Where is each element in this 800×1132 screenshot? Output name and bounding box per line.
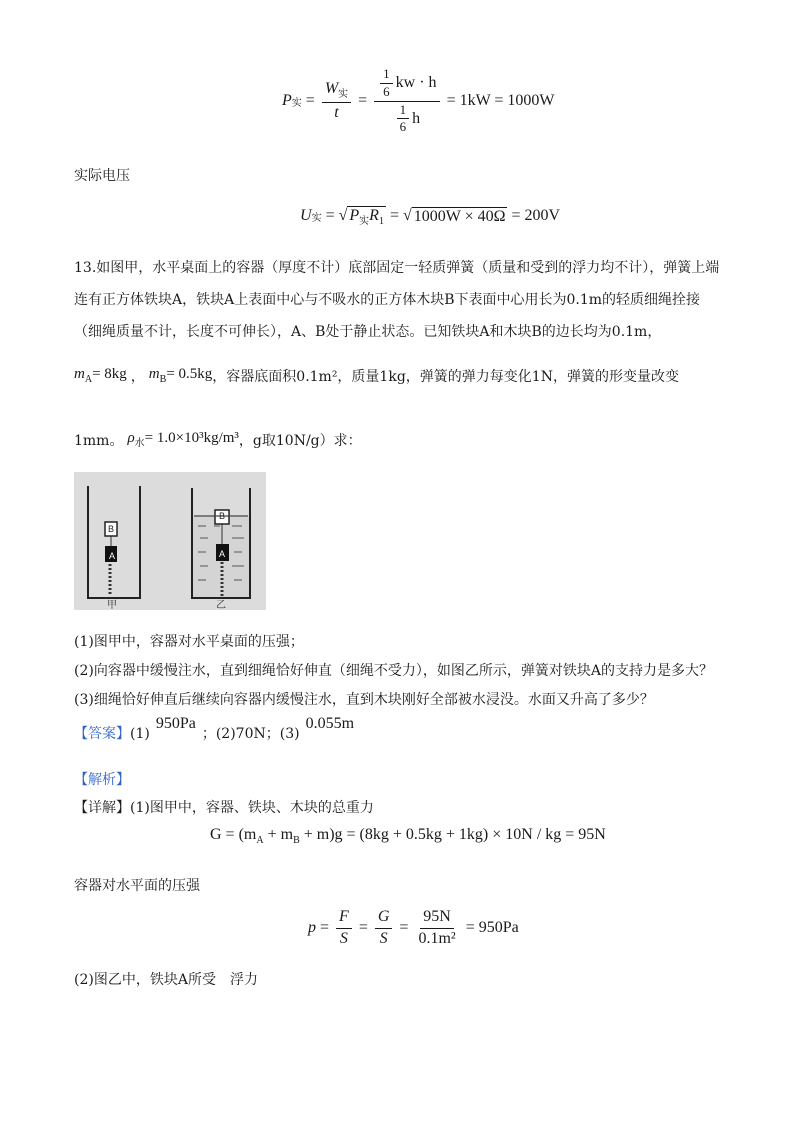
- inner-den-unit: h: [412, 109, 421, 127]
- label-block-a-right: A: [219, 549, 226, 559]
- mass-b-subscript: B: [159, 374, 167, 385]
- label-actual-voltage: 实际电压: [74, 168, 130, 184]
- inner-num-unit: kw · h: [395, 73, 437, 91]
- problem-line-3: （细绳质量不计，长度不可伸长），A、B处于静止状态。已知铁块A和木块B的边长均为0.1m，: [74, 324, 662, 340]
- answer-part-2: ；(2)70N；(3): [201, 726, 300, 742]
- eq-g-plus: + m: [263, 826, 294, 843]
- eq-w-over-t: [322, 80, 351, 122]
- answer-value-1: 950Pa: [155, 715, 196, 732]
- mass-a-value: = 8kg: [92, 366, 127, 382]
- eq-g-a-subscript: A: [256, 835, 264, 846]
- eq-t-symbol: t: [334, 103, 339, 121]
- label-block-a-left: A: [109, 551, 116, 561]
- density-subscript: 水: [134, 438, 145, 449]
- eq-p-result: = 1kW = 1000W: [446, 92, 555, 109]
- problem-line-4: [74, 364, 679, 390]
- eq-u-subscript: 实: [311, 212, 322, 224]
- equation-pressure: p = $\frac{F}{S}$ = $\frac{G}{S}$ = $\frac{95N}{\text{0.1m²}}$ = 950Pa: [308, 908, 519, 947]
- eq-pressure-s2: S: [379, 929, 388, 947]
- eq-g-lhs: G = (m: [210, 826, 257, 843]
- eq-pressure-result: = 950Pa: [465, 919, 519, 936]
- mass-b-symbol: m: [148, 366, 160, 382]
- separator: ，: [130, 369, 145, 385]
- label-pressure: 容器对水平面的压强: [74, 878, 200, 894]
- eq-w-subscript: 实: [338, 89, 349, 101]
- figure-photo: [74, 472, 266, 610]
- mass-a-subscript: A: [84, 374, 93, 385]
- detail-tag: 【详解】: [74, 800, 130, 816]
- last-line: (2)图乙中，铁块A所受 浮力: [74, 972, 258, 988]
- eq-u-r-symbol: R: [369, 206, 379, 224]
- question-1: (1)图甲中，容器对水平桌面的压强；: [74, 634, 304, 650]
- problem-line-5-end: ，g取10N/g）求：: [238, 433, 362, 449]
- detail-line: [74, 798, 374, 818]
- problem-line-5-start: 1mm。: [74, 433, 124, 449]
- answer-part-1: (1): [130, 726, 150, 742]
- inner-den-top: 1: [397, 103, 410, 120]
- inner-den-bottom: 6: [399, 119, 407, 135]
- eq-compound-fraction: [374, 67, 439, 136]
- eq-pressure-g: G: [377, 908, 390, 926]
- eq-p-symbol: P: [282, 92, 292, 109]
- problem-line-4-rest: ，容器底面积0.1m²，质量1kg，弹簧的弹力每变化1N，弹簧的形变量改变: [212, 369, 679, 385]
- eq-u-p-subscript: 实: [359, 215, 370, 227]
- problem-line-2: 连有正方体铁块A，铁块A上表面中心与不吸水的正方体木块B下表面中心用长为0.1m的轻质细绳拴接: [74, 292, 701, 308]
- mass-b-value: = 0.5kg: [166, 366, 213, 382]
- eq-u-symbol: U: [300, 207, 312, 224]
- detail-text: (1)图甲中，容器、铁块、木块的总重力: [130, 800, 374, 816]
- eq-pressure-s1: S: [339, 929, 348, 947]
- density-symbol: ρ: [127, 430, 135, 446]
- inner-num-bottom: 6: [383, 83, 390, 99]
- equation-gravity: [210, 826, 606, 846]
- label-block-b-left: B: [108, 524, 115, 534]
- problem-line-1: 13.如图甲，水平桌面上的容器（厚度不计）底部固定一轻质弹簧（质量和受到的浮力均不计），弹簧上端: [74, 260, 720, 276]
- answer-line: [74, 715, 355, 744]
- analysis-tag: 【解析】: [74, 772, 130, 788]
- mass-a-symbol: m: [74, 366, 85, 382]
- eq-pressure-den: 0.1m²: [418, 929, 456, 947]
- label-figure-left: 甲: [107, 600, 117, 611]
- equation-actual-power: P 实 = $\frac{W_实}{t}$ = $\frac{1}{6}$ kw · h $\frac{1}{6}$ h = 1kW = 1000W: [282, 65, 555, 135]
- density-value: = 1.0×10³kg/m³: [144, 430, 239, 446]
- inner-num-top: 1: [380, 67, 393, 84]
- eq-pressure-p: p: [308, 919, 316, 936]
- figure-drawing: [74, 472, 266, 610]
- eq-g-rest: + m)g = (8kg + 0.5kg + 1kg) × 10N / kg = 95N: [299, 826, 606, 843]
- equation-actual-voltage: U 实 = √ $P_实R_1$ = √ 1000W × 40Ω = 200V: [300, 206, 561, 227]
- eq-u-sqrt-values: 1000W × 40Ω: [413, 207, 506, 225]
- question-2: (2)向容器中缓慢注水，直到细绳恰好伸直（细绳不受力），如图乙所示，弹簧对铁块A的支持力是多大？: [74, 663, 713, 679]
- eq-u-p-symbol: P: [349, 206, 360, 224]
- answer-tag: 【答案】: [74, 726, 130, 742]
- answer-value-3: 0.055m: [305, 715, 355, 732]
- eq-w-symbol: W: [324, 80, 339, 98]
- label-figure-right: 乙: [216, 600, 226, 611]
- eq-pressure-num: 95N: [420, 908, 454, 928]
- question-3: (3)细绳恰好伸直后继续向容器内缓慢注水，直到木块刚好全部被水浸没。水面又升高了多少？: [74, 692, 654, 708]
- problem-line-5: [74, 428, 362, 454]
- eq-pressure-f: F: [339, 908, 349, 926]
- eq-u-result: = 200V: [511, 207, 561, 224]
- label-block-b-right: B: [219, 511, 226, 521]
- eq-u-r-subscript: 1: [378, 215, 384, 227]
- eq-g-b-subscript: B: [293, 835, 300, 846]
- eq-p-subscript: 实: [291, 97, 302, 109]
